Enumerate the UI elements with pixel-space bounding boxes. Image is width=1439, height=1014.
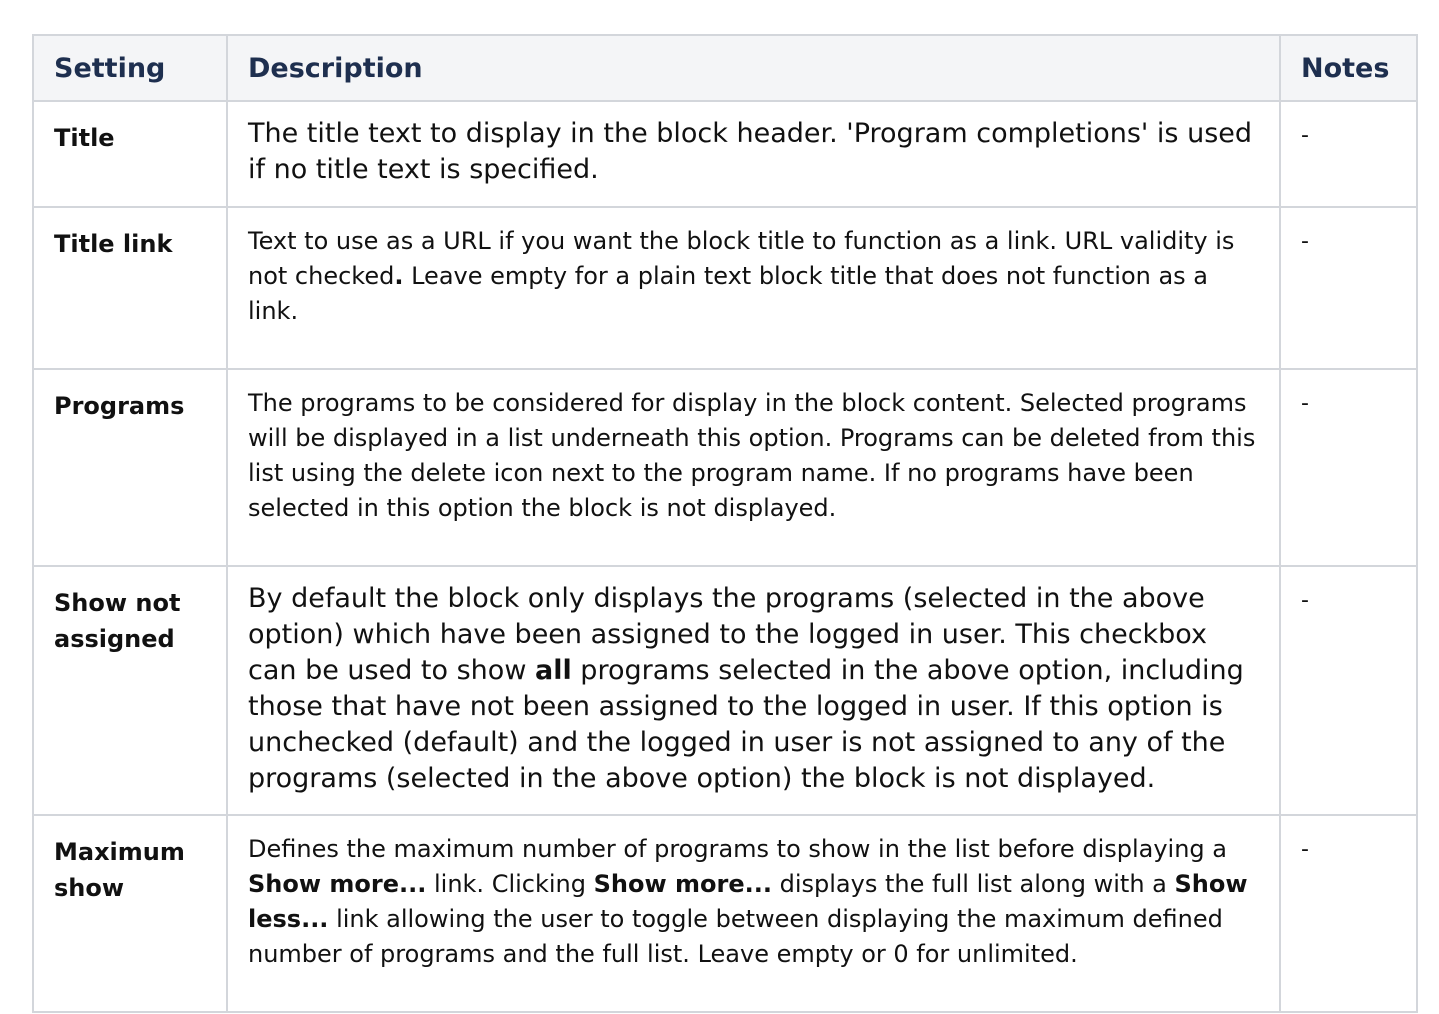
description-text: link. Clicking xyxy=(426,870,594,898)
description-text: Defines the maximum number of programs to show in the list before displaying a xyxy=(248,835,1227,863)
table-row xyxy=(33,207,1417,369)
setting-notes: - xyxy=(1280,566,1417,815)
setting-description: The programs to be considered for display in the block content. Selected programs will be displayed in a list underneath this option. Programs can be deleted from this list using the delete icon next to the program name. If no programs have been selected in this option the block is not displayed. xyxy=(227,369,1280,566)
description-text: Text to use as a URL if you want the block title to function as a link. URL validity is not checked xyxy=(248,227,1235,290)
description-bold-text: all xyxy=(534,655,572,686)
setting-description xyxy=(227,815,1280,1012)
setting-name: Title link xyxy=(33,207,227,369)
table-row xyxy=(33,566,1417,815)
setting-name: Title xyxy=(33,101,227,207)
description-text: programs selected in the above option, including those that have not been assigned to the logged in user. If this option is unchecked (default) and the logged in user is not assigned to any of the programs (selected in the above option) the block is not displayed. xyxy=(248,655,1244,794)
header-notes: Notes xyxy=(1280,35,1417,101)
settings-table xyxy=(32,34,1418,1013)
show-more-link-text: Show more... xyxy=(593,870,772,898)
description-text: displays the full list along with a xyxy=(771,870,1175,898)
setting-notes: - xyxy=(1280,101,1417,207)
description-text: Leave empty for a plain text block title that does not function as a link. xyxy=(248,262,1209,325)
setting-description: The title text to display in the block header. 'Program completions' is used if no title text is specified. xyxy=(227,101,1280,207)
setting-name: Show not assigned xyxy=(33,566,227,815)
show-more-link-text: Show more... xyxy=(248,870,427,898)
description-text: By default the block only displays the programs (selected in the above option) which have been assigned to the logged in user. This checkbox can be used to show xyxy=(248,583,1207,686)
description-bold-text: . xyxy=(394,262,404,290)
header-row xyxy=(33,35,1417,101)
header-description: Description xyxy=(227,35,1280,101)
description-text: link allowing the user to toggle between displaying the maximum defined number of programs and the full list. Leave empty or 0 for unlimited. xyxy=(248,905,1223,968)
setting-name: Programs xyxy=(33,369,227,566)
header-setting: Setting xyxy=(33,35,227,101)
setting-name: Maximum show xyxy=(33,815,227,1012)
table-row xyxy=(33,369,1417,566)
table-row xyxy=(33,815,1417,1012)
show-less-link-text: Show less... xyxy=(248,870,1248,933)
setting-notes: - xyxy=(1280,815,1417,1012)
setting-description xyxy=(227,566,1280,815)
setting-notes: - xyxy=(1280,207,1417,369)
table-row xyxy=(33,101,1417,207)
setting-description xyxy=(227,207,1280,369)
setting-notes: - xyxy=(1280,369,1417,566)
